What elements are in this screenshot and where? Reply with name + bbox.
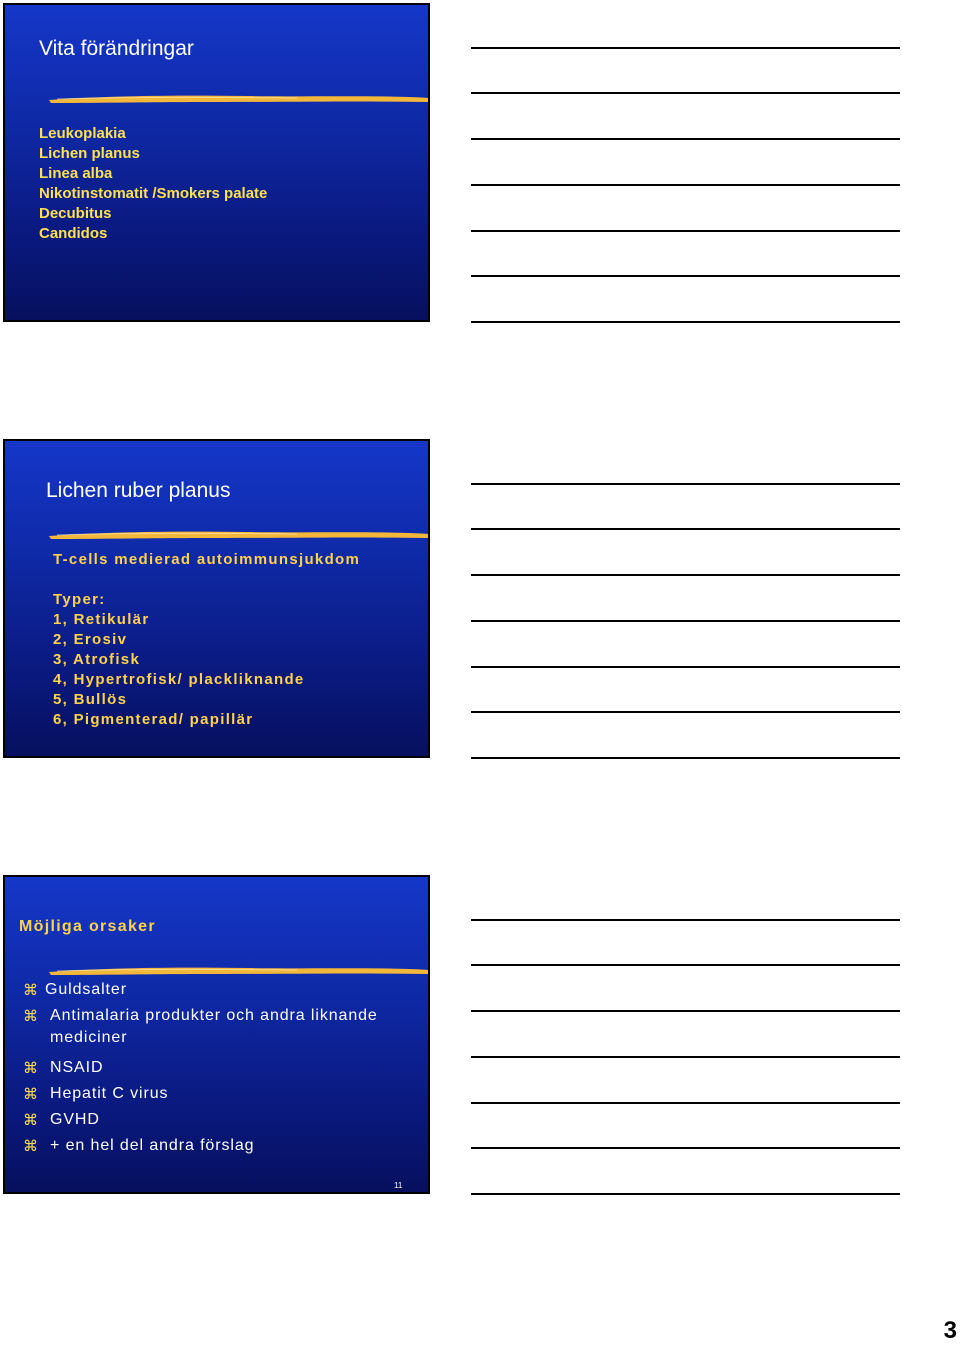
note-line xyxy=(471,964,900,966)
list-item: 3, Atrofisk xyxy=(53,651,141,668)
list-item xyxy=(23,1109,378,1135)
note-line xyxy=(471,47,900,49)
note-line xyxy=(471,483,900,485)
note-line xyxy=(471,1147,900,1149)
list-item xyxy=(23,1135,378,1161)
note-line xyxy=(471,528,900,530)
bullet-text: NSAID xyxy=(50,1059,104,1076)
note-line xyxy=(471,1102,900,1104)
list-item xyxy=(23,1083,378,1109)
command-bullet-icon: ⌘ xyxy=(23,981,39,999)
note-line xyxy=(471,711,900,713)
note-line xyxy=(471,275,900,277)
command-bullet-icon: ⌘ xyxy=(23,1111,39,1129)
list-item xyxy=(23,1005,378,1057)
command-bullet-icon: ⌘ xyxy=(23,1137,39,1155)
note-line xyxy=(471,919,900,921)
slide-2 xyxy=(3,439,430,758)
note-line xyxy=(471,666,900,668)
slide-3-title-underline xyxy=(47,965,430,977)
list-item: 4, Hypertrofisk/ plackliknande xyxy=(53,671,305,688)
note-line xyxy=(471,230,900,232)
slide-2-title: Lichen ruber planus xyxy=(46,479,231,502)
note-line xyxy=(471,321,900,323)
command-bullet-icon: ⌘ xyxy=(23,1059,39,1077)
list-item: Lichen planus xyxy=(39,145,140,162)
slide-number: 11 xyxy=(394,1181,403,1190)
bullet-text: Antimalaria produkter och andra liknande xyxy=(50,1007,378,1024)
list-item: Leukoplakia xyxy=(39,125,126,142)
note-line xyxy=(471,574,900,576)
slide-1 xyxy=(3,3,430,322)
list-item xyxy=(23,979,378,1005)
slide-1-title: Vita förändringar xyxy=(39,37,194,60)
slide-2-title-underline xyxy=(47,529,430,541)
note-line xyxy=(471,620,900,622)
list-item: 6, Pigmenterad/ papillär xyxy=(53,711,254,728)
list-item: 2, Erosiv xyxy=(53,631,128,648)
note-line xyxy=(471,1193,900,1195)
note-line xyxy=(471,1056,900,1058)
page-number: 3 xyxy=(943,1317,957,1344)
list-item: Candidos xyxy=(39,225,108,242)
types-heading: Typer: xyxy=(53,591,106,608)
command-bullet-icon: ⌘ xyxy=(23,1007,39,1025)
bullet-text: + en hel del andra förslag xyxy=(50,1137,255,1154)
list-item: Decubitus xyxy=(39,205,112,222)
slide-3 xyxy=(3,875,430,1194)
note-line xyxy=(471,757,900,759)
intro-text: T-cells medierad autoimmunsjukdom xyxy=(53,551,361,568)
slide-3-bullet-list xyxy=(23,979,378,1161)
bullet-text: GVHD xyxy=(50,1111,100,1128)
note-line xyxy=(471,138,900,140)
bullet-text: Guldsalter xyxy=(45,981,127,998)
list-item xyxy=(23,1057,378,1083)
list-item: 1, Retikulär xyxy=(53,611,150,628)
list-item: 5, Bullös xyxy=(53,691,128,708)
slide-1-title-underline xyxy=(47,93,430,105)
command-bullet-icon: ⌘ xyxy=(23,1085,39,1103)
bullet-text-continuation: mediciner xyxy=(50,1029,128,1046)
slide-1-list xyxy=(39,124,267,244)
slide-3-title: Möjliga orsaker xyxy=(19,918,156,935)
list-item: Linea alba xyxy=(39,165,113,182)
note-line xyxy=(471,92,900,94)
note-line xyxy=(471,1010,900,1012)
bullet-text: Hepatit C virus xyxy=(50,1085,169,1102)
note-line xyxy=(471,184,900,186)
list-item: Nikotinstomatit /Smokers palate xyxy=(39,185,268,202)
slide-2-body xyxy=(53,550,360,730)
